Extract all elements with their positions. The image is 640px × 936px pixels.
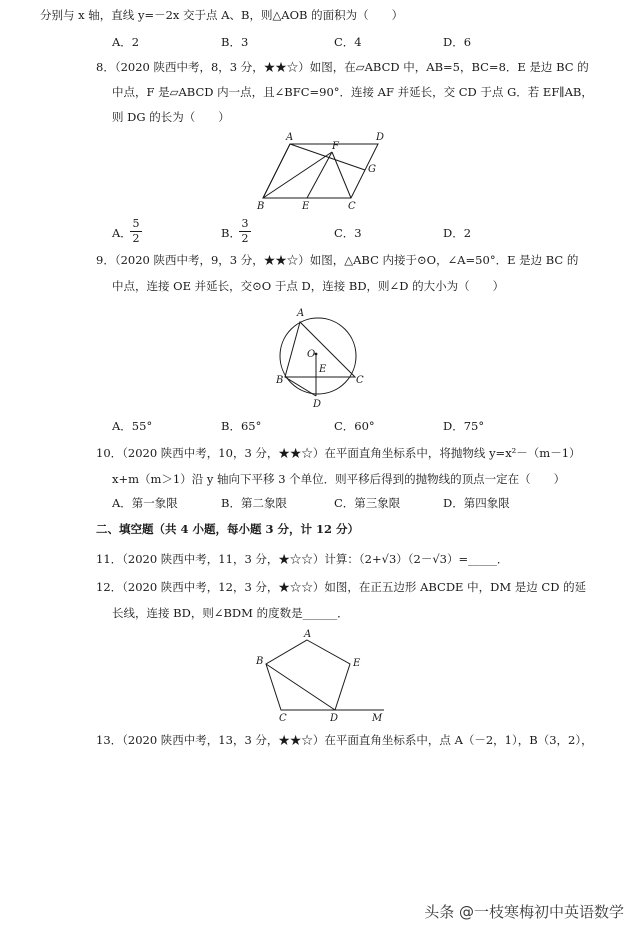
q9-label-b: B: [276, 375, 284, 386]
q12-line-2: 长线，连接 BD，则∠BDM 的度数是______．: [112, 606, 349, 620]
q8-option-a-numerator: 5: [132, 217, 140, 230]
q8-option-c: C．3: [334, 226, 362, 240]
q9-line-2: 中点，连接 OE 并延长，交⊙O 于点 D，连接 BD，则∠D 的大小为（ ）: [112, 279, 505, 293]
q8-option-b-prefix: B．: [221, 226, 241, 240]
q8-option-a-prefix: A．: [112, 226, 132, 240]
q9-label-o: O: [307, 349, 316, 360]
q9-circle-figure: [270, 300, 380, 412]
q7-option-a: A．2: [112, 35, 140, 49]
q10-line-2: x+m（m＞1）沿 y 轴向下平移 3 个单位．则平移后得到的抛物线的顶点一定在（ ）: [112, 472, 566, 486]
q12-label-d: D: [330, 713, 339, 723]
q9-label-d: D: [313, 399, 322, 410]
q12-label-b: B: [256, 656, 264, 667]
section-title-fill-in: 二、填空题（共 4 小题，每小题 3 分，计 12 分）: [96, 522, 360, 536]
q12-pentagon-figure: [252, 628, 392, 723]
q7-option-c: C．4: [334, 35, 362, 49]
q12-line-1: 12．（2020 陕西中考，12，3 分，★☆☆）如图，在正五边形 ABCDE 中，DM 是边 CD 的延: [96, 580, 587, 594]
q8-parallelogram-figure: [248, 130, 398, 212]
q8-option-b-numerator: 3: [241, 217, 249, 230]
watermark: 头条 @一枝寒梅初中英语数学: [424, 903, 624, 921]
q9-line-1: 9．（2020 陕西中考，9，3 分，★★☆）如图，△ABC 内接于⊙O，∠A=50°．E 是边 BC 的: [96, 253, 579, 267]
q8-label-g: G: [368, 164, 376, 175]
q10-line-1: 10．（2020 陕西中考，10，3 分，★★☆）在平面直角坐标系中，将抛物线 y=x²－（m－1）: [96, 446, 581, 460]
q8-option-b-denominator: 2: [241, 232, 249, 245]
q9-label-a: A: [297, 308, 305, 319]
q12-label-a: A: [304, 629, 312, 640]
q8-line-1: 8．（2020 陕西中考，8，3 分，★★☆）如图，在▱ABCD 中，AB=5，BC=8．E 是边 BC 的: [96, 60, 589, 74]
q10-option-a: A．第一象限: [112, 496, 178, 510]
q8-line-2: 中点，F 是▱ABCD 内一点，且∠BFC=90°．连接 AF 并延长，交 CD 于点 G．若 EF∥AB，: [112, 85, 593, 99]
q8-label-e: E: [302, 201, 310, 212]
q8-option-b-fraction: [239, 218, 251, 245]
q7-text: 分别与 x 轴，直线 y=－2x 交于点 A、B，则△AOB 的面积为（ ）: [40, 8, 404, 22]
q10-option-c: C．第三象限: [334, 496, 401, 510]
q8-label-b: B: [257, 201, 265, 212]
q8-option-a-fraction: [130, 218, 142, 245]
q9-option-b: B．65°: [221, 419, 262, 433]
q8-label-a: A: [286, 132, 294, 143]
q9-option-a: A．55°: [112, 419, 153, 433]
q9-option-c: C．60°: [334, 419, 375, 433]
q12-label-m: M: [372, 713, 383, 723]
q9-label-e: E: [319, 364, 327, 375]
q13-text: 13．（2020 陕西中考，13，3 分，★★☆）在平面直角坐标系中，点 A（－2，1），B（3，2），: [96, 733, 593, 747]
q8-label-c: C: [348, 201, 356, 212]
q10-option-d: D．第四象限: [443, 496, 510, 510]
q9-option-d: D．75°: [443, 419, 485, 433]
q10-option-b: B．第二象限: [221, 496, 287, 510]
q7-option-d: D．6: [443, 35, 472, 49]
q8-option-a-denominator: 2: [132, 232, 140, 245]
q8-option-d: D．2: [443, 226, 472, 240]
q11-text: 11．（2020 陕西中考，11，3 分，★☆☆）计算：（2+√3）（2－√3）=_____．: [96, 552, 509, 566]
q7-option-b: B．3: [221, 35, 249, 49]
q8-line-3: 则 DG 的长为（ ）: [112, 110, 230, 124]
q8-label-f: F: [332, 141, 339, 152]
q12-label-c: C: [279, 713, 287, 723]
q12-label-e: E: [353, 658, 361, 669]
q8-label-d: D: [376, 132, 385, 143]
q9-label-c: C: [356, 375, 364, 386]
